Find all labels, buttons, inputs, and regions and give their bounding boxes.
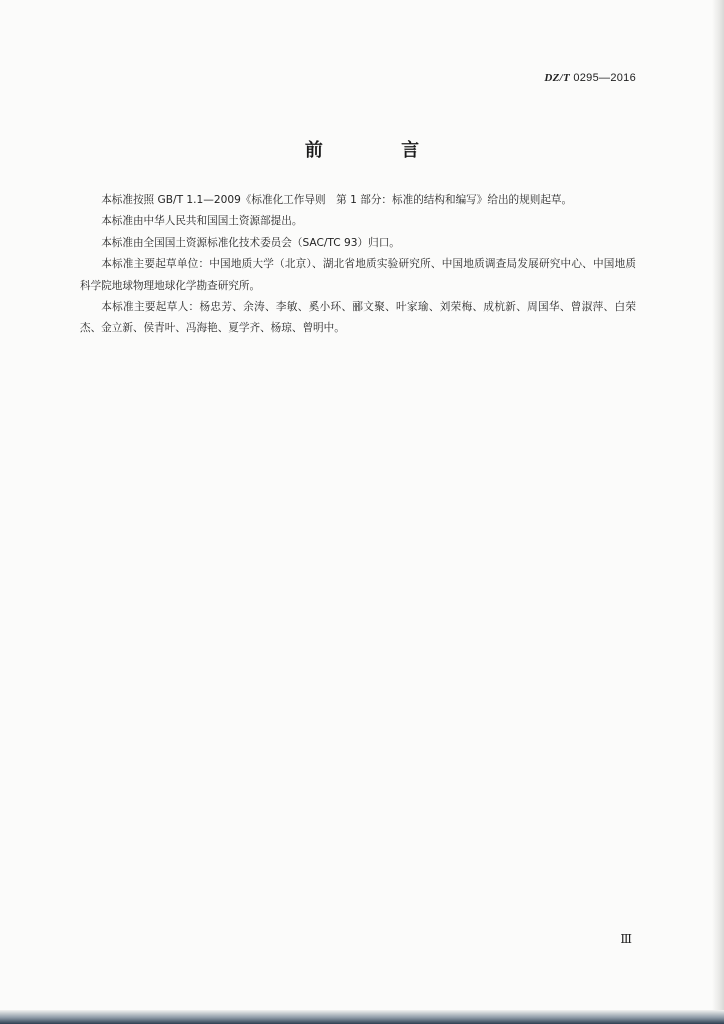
paragraph-drafting-units: 本标准主要起草单位：中国地质大学（北京）、湖北省地质实验研究所、中国地质调查局发展研究中心、中国地质科学院地球物理地球化学勘查研究所。 [80,258,636,292]
paragraph-proposed-by: 本标准由中华人民共和国国土资源部提出。 [101,215,303,228]
paragraph-centralized-by: 本标准由全国国土资源标准化技术委员会（SAC/TC 93）归口。 [101,236,400,249]
paragraph-drafting-rules: 本标准按照 GB/T 1.1—2009《标准化工作导则 第 1 部分：标准的结构和编写》给出的规则起草。 [101,194,573,206]
paragraph-drafters: 本标准主要起草人：杨忠芳、余涛、李敏、奚小环、郦文聚、叶家瑜、刘荣梅、成杭新、周国华、曾淑萍、白荣杰、金立新、侯青叶、冯海艳、夏学齐、杨琼、曾明中。 [80,301,636,335]
standard-code [544,72,636,84]
page-number: Ⅲ [620,932,632,946]
standard-code-prefix: DZ/T [544,72,570,84]
scan-shadow-right [712,0,724,1024]
scan-shadow-bottom [0,1010,724,1024]
standard-code-number: 0295—2016 [573,72,636,84]
foreword-body [80,190,636,340]
page-title: 前 言 [304,140,456,161]
